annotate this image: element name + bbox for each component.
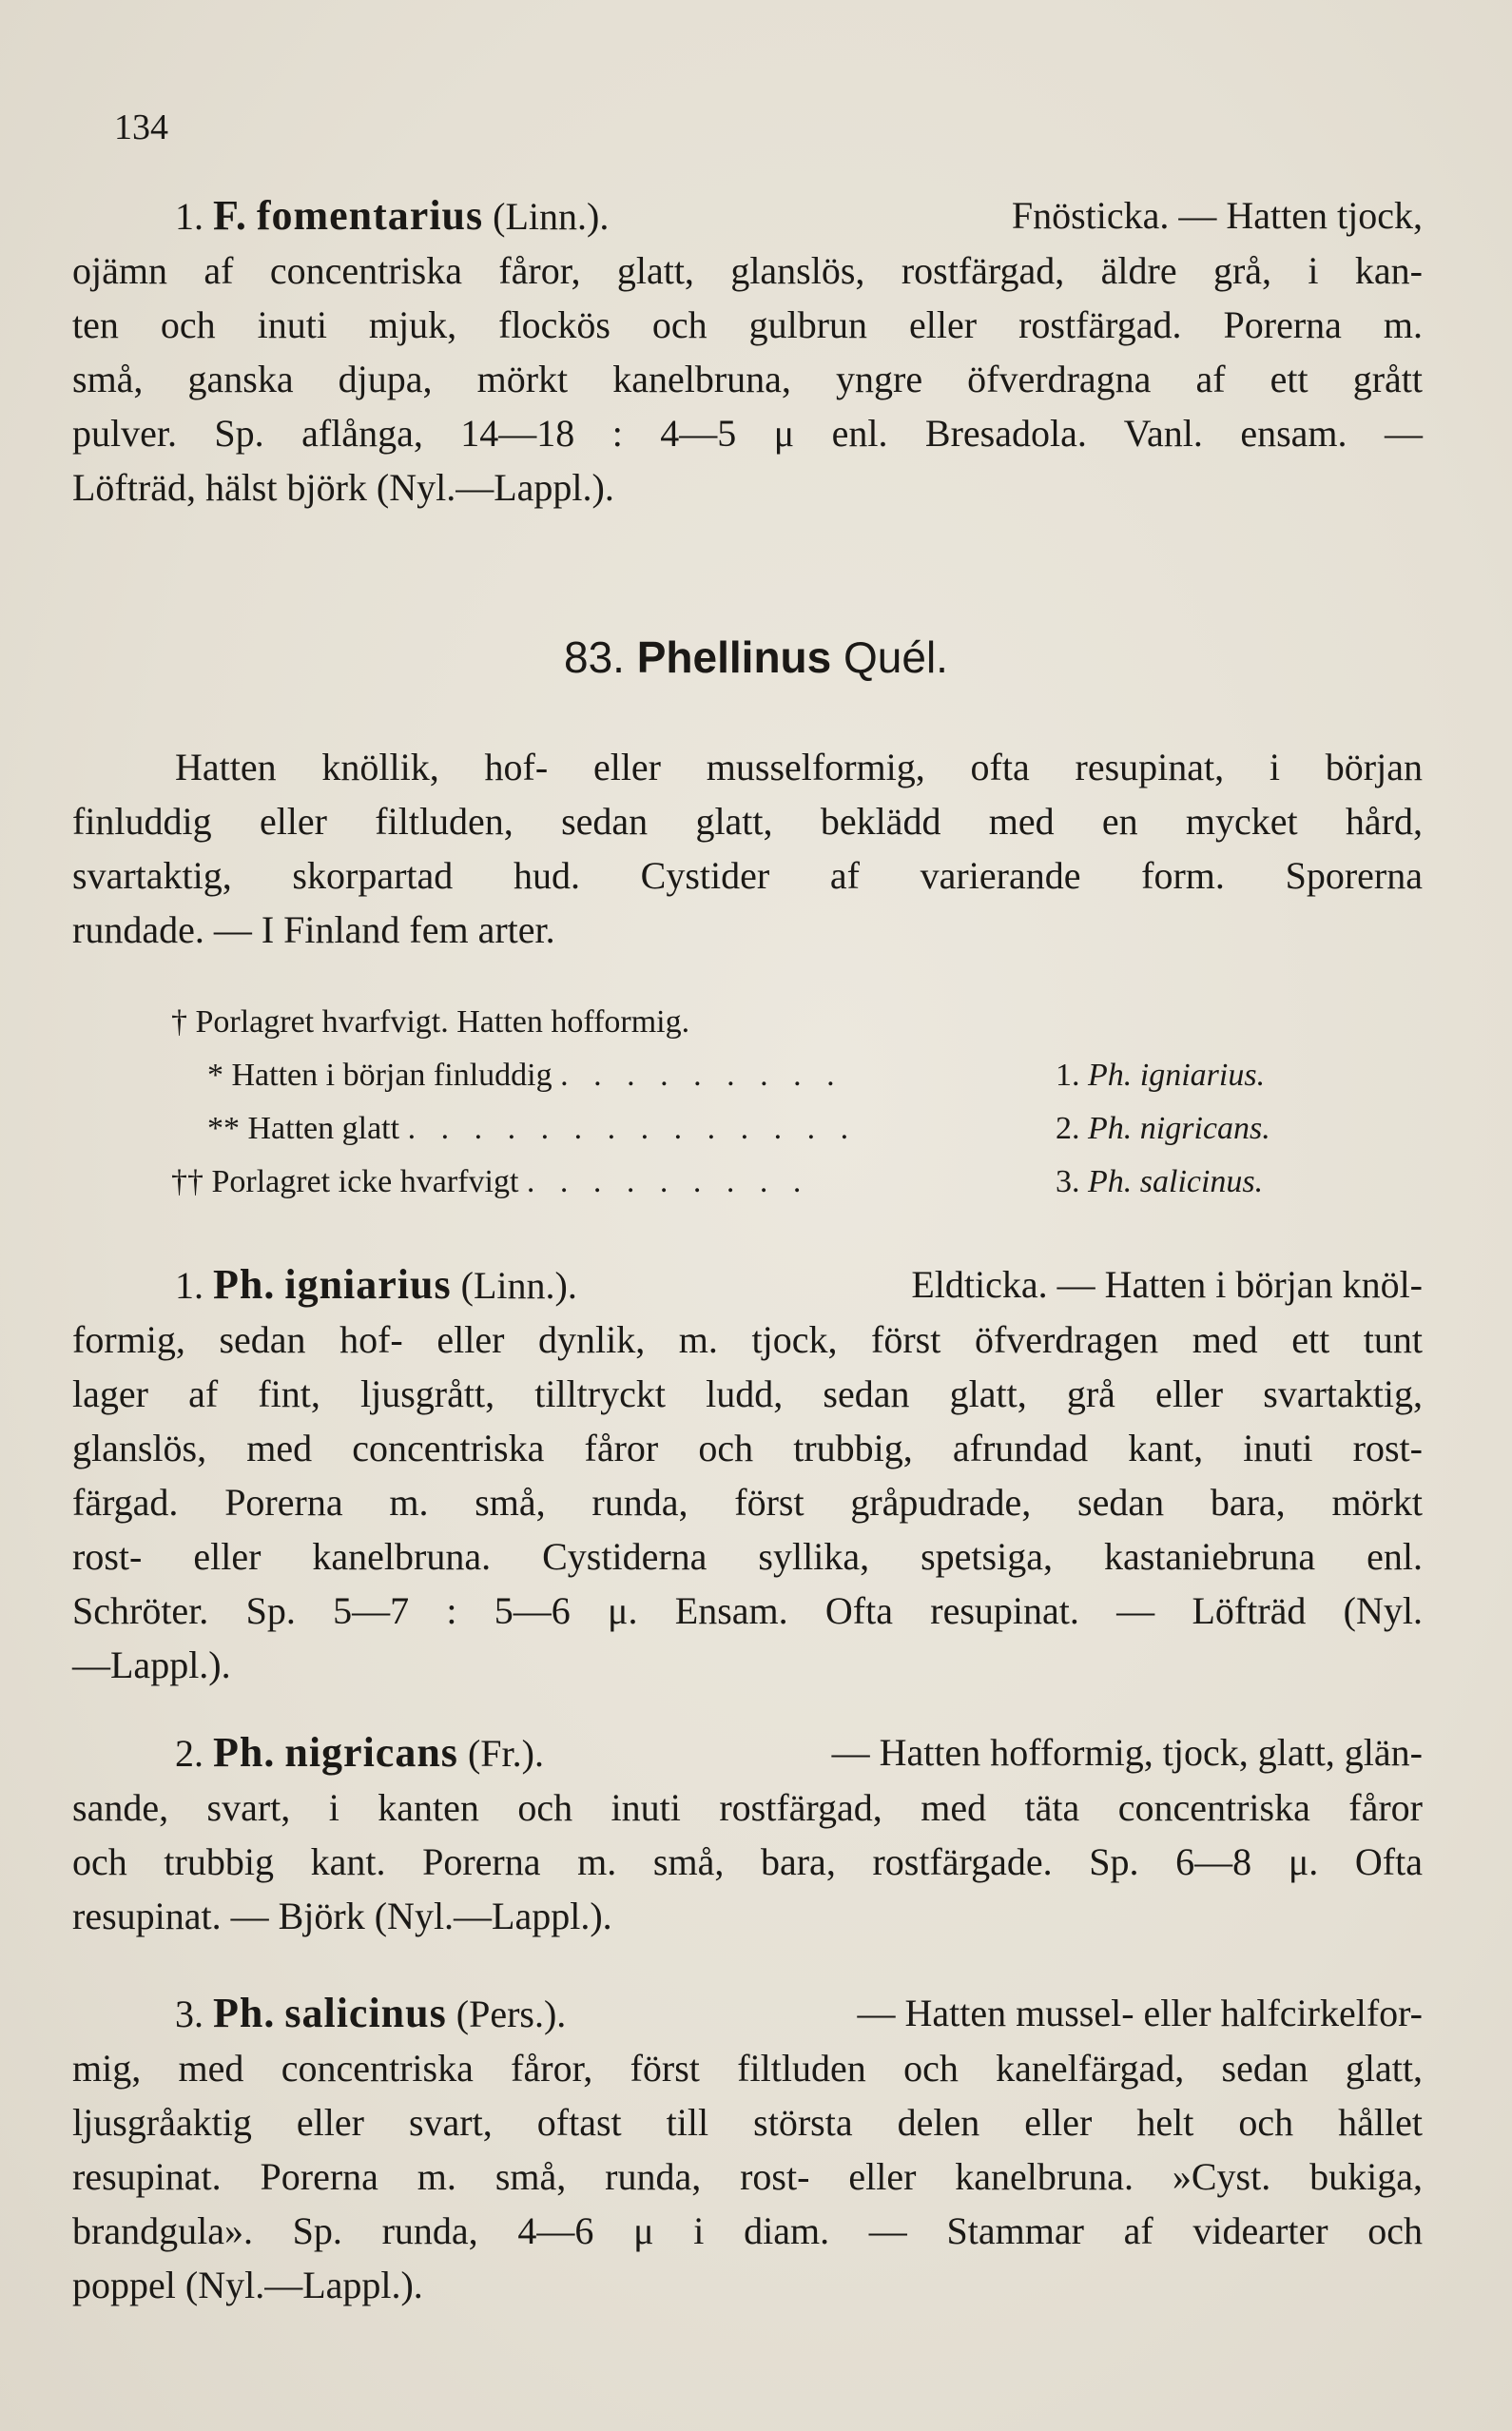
section-genus-name: Phellinus <box>636 632 832 682</box>
text-line: små, ganska djupa, mörkt kanelbruna, yngre öfverdragna af ett grått <box>72 358 1423 400</box>
genus-description <box>72 740 1423 957</box>
text-line: rost- eller kanelbruna. Cystiderna syllika, spetsiga, kastaniebruna enl. <box>72 1535 1423 1578</box>
section-number: 83. <box>564 632 625 682</box>
entry-first-line <box>72 1986 1423 2041</box>
text-line: —Lappl.). <box>72 1643 231 1686</box>
entry-number: 1. <box>175 195 204 238</box>
genus-abbrev: Ph. <box>213 1261 276 1308</box>
text-line: glanslös, med concentriska fåror och trubbig, afrundad kant, inuti rost- <box>72 1427 1423 1469</box>
text-line: Hatten knöllik, hof- eller musselformig, ofta resupinat, i början <box>175 746 1423 788</box>
author-citation: (Pers.). <box>456 1993 567 2035</box>
key-result-number: 1. <box>1056 1058 1080 1093</box>
entry-number: 1. <box>175 1264 204 1307</box>
entry-fomentarius <box>72 188 1423 515</box>
entry-number: 2. <box>175 1732 204 1775</box>
key-leader-dots: . . . . . . . . . <box>526 1164 810 1199</box>
text-line: — Hatten mussel- eller halfcirkelfor- <box>857 1992 1423 2034</box>
entry-igniarius <box>72 1257 1423 1692</box>
species-name: salicinus <box>284 1990 447 2036</box>
genus-abbrev: Ph. <box>213 1729 276 1776</box>
text-line: sande, svart, i kanten och inuti rostfärgad, med täta concentriska fåror <box>72 1786 1423 1829</box>
identification-key <box>143 1004 1331 1217</box>
text-line: Fnösticka. — Hatten tjock, <box>1011 194 1423 237</box>
text-line: rundade. — I Finland fem arter. <box>72 908 555 951</box>
key-lead: † Porlagret hvarfvigt. Hatten hofformig. <box>171 1004 690 1040</box>
key-row <box>143 1058 1331 1111</box>
key-row <box>143 1111 1331 1164</box>
text-line: svartaktig, skorpartad hud. Cystider af varierande form. Sporerna <box>72 854 1423 897</box>
text-line: Schröter. Sp. 5—7 : 5—6 μ. Ensam. Ofta resupinat. — Löfträd (Nyl. <box>72 1589 1423 1632</box>
text-line: Eldticka. — Hatten i början knöl- <box>911 1263 1423 1306</box>
text-line: Löfträd, hälst björk (Nyl.—Lappl.). <box>72 466 614 509</box>
key-result-name: Ph. nigricans. <box>1088 1111 1270 1146</box>
text-line: ljusgråaktig eller svart, oftast till största delen eller helt och hållet <box>72 2101 1423 2144</box>
text-line: brandgula». Sp. runda, 4—6 μ i diam. — Stammar af videarter och <box>72 2209 1423 2252</box>
key-result-name: Ph. igniarius. <box>1088 1058 1266 1093</box>
entry-paragraph <box>72 188 1423 515</box>
text-line: ten och inuti mjuk, flockös och gulbrun eller rostfärgad. Porerna m. <box>72 303 1423 346</box>
entry-number: 3. <box>175 1993 204 2035</box>
key-lead: ** Hatten glatt <box>207 1111 400 1146</box>
text-line: poppel (Nyl.—Lappl.). <box>72 2264 423 2306</box>
entry-nigricans <box>72 1725 1423 1943</box>
key-leader-dots: . . . . . . . . . <box>560 1058 843 1093</box>
key-leader-dots: . . . . . . . . . . . . . . <box>407 1111 858 1146</box>
text-line: formig, sedan hof- eller dynlik, m. tjock, först öfverdragen med ett tunt <box>72 1318 1423 1361</box>
key-row <box>143 1164 1331 1217</box>
section-author: Quél. <box>843 632 948 682</box>
key-row <box>143 1004 1331 1058</box>
key-lead: * Hatten i början finluddig <box>207 1058 552 1093</box>
text-line: och trubbig kant. Porerna m. små, bara, rostfärgade. Sp. 6—8 μ. Ofta <box>72 1840 1423 1883</box>
species-name: nigricans <box>284 1729 458 1776</box>
entry-first-line <box>72 188 1423 243</box>
entry-first-line <box>72 1725 1423 1780</box>
entry-first-line <box>72 1257 1423 1313</box>
author-citation: (Fr.). <box>467 1732 544 1775</box>
key-result-number: 2. <box>1056 1111 1080 1146</box>
text-line: mig, med concentriska fåror, först filtluden och kanelfärgad, sedan glatt, <box>72 2047 1423 2090</box>
text-line: pulver. Sp. aflånga, 14—18 : 4—5 μ enl. Bresadola. Vanl. ensam. — <box>72 412 1423 455</box>
genus-abbrev: F. <box>213 192 247 239</box>
entry-salicinus <box>72 1986 1423 2312</box>
key-lead: †† Porlagret icke hvarfvigt <box>171 1164 519 1199</box>
text-line: resupinat. — Björk (Nyl.—Lappl.). <box>72 1895 612 1937</box>
section-heading <box>0 632 1512 683</box>
text-line: ojämn af concentriska fåror, glatt, glanslös, rostfärgad, äldre grå, i kan- <box>72 249 1423 292</box>
key-result-number: 3. <box>1056 1164 1080 1199</box>
text-line: — Hatten hofformig, tjock, glatt, glän- <box>831 1731 1423 1774</box>
text-line: resupinat. Porerna m. små, runda, rost- eller kanelbruna. »Cyst. bukiga, <box>72 2155 1423 2198</box>
text-line: finluddig eller filtluden, sedan glatt, beklädd med en mycket hård, <box>72 800 1423 843</box>
text-line: färgad. Porerna m. små, runda, först gråpudrade, sedan bara, mörkt <box>72 1481 1423 1524</box>
key-result-name: Ph. salicinus. <box>1088 1164 1264 1199</box>
text-line: lager af fint, ljusgrått, tilltryckt ludd, sedan glatt, grå eller svartaktig, <box>72 1372 1423 1415</box>
species-name: fomentarius <box>256 192 484 239</box>
genus-abbrev: Ph. <box>213 1990 276 2036</box>
author-citation: (Linn.). <box>493 195 610 238</box>
species-name: igniarius <box>284 1261 452 1308</box>
author-citation: (Linn.). <box>460 1264 577 1307</box>
page-number: 134 <box>114 107 168 147</box>
